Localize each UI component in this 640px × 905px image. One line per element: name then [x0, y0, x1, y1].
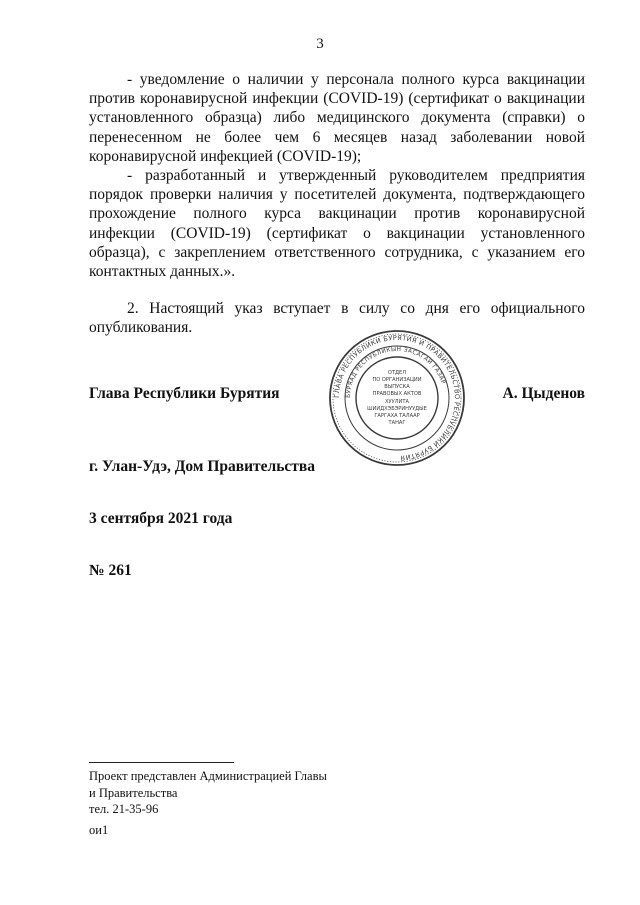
seal-center-line: ОТДЕЛ — [387, 370, 407, 376]
svg-text:ГЛАВА РЕСПУБЛИКИ БУРЯТИЯ И ПРА — [333, 334, 461, 462]
footnote-divider — [89, 762, 234, 763]
seal-center-line: ПО ОРГАНИЗАЦИИ — [372, 377, 422, 383]
paragraph-verification-procedure: - разработанный и утвержденный руководителем предприятия порядок проверки наличия у посетителей документа, подтверждающего прохождение полного курса вакцинации против коронавирусной инфекции (COVID-19) (сертификат о вакцинации установленного образца), с закреплением ответственного сотрудника, с указанием его контактных данных.». — [89, 167, 585, 281]
decree-body — [89, 70, 585, 338]
signatory-name: А. Цыденов — [502, 385, 585, 402]
document-code: ои1 — [89, 823, 109, 837]
signatory-position: Глава Республики Бурятия — [89, 385, 280, 402]
footnote-line: Проект представлен Администрацией Главы — [89, 769, 327, 783]
signing-date: 3 сентября 2021 года — [89, 510, 233, 527]
seal-center-line: ТАНАГ — [388, 420, 406, 426]
paragraph-entry-into-force: 2. Настоящий указ вступает в силу со дня его официального опубликования. — [89, 300, 585, 337]
signing-place: г. Улан-Удэ, Дом Правительства — [89, 458, 316, 475]
paragraph-notification: - уведомление о наличии у персонала полного курса вакцинации против коронавирусной инфекции (COVID-19) (сертификат о вакцинации установленного образца) либо медицинского документа (справки) о перенесенном не более чем 6 месяцев назад заболевании новой коронавирусной инфекцией (COVID-19); — [89, 71, 585, 165]
seal-inner-ring-text: БУРЯАД РЕСПУБЛИКЫН ЗАСАГАЙ ГАЗАР — [345, 346, 446, 399]
seal-center-line: ХУУЛИТА — [385, 399, 409, 405]
footnote-line: и Правительства — [89, 785, 178, 800]
decree-number: № 261 — [89, 562, 132, 579]
footnote-phone: тел. 21-35-96 — [89, 802, 159, 816]
seal-center-line: ГАРГАХА ТАЛААР — [374, 413, 420, 419]
seal-center-line: ВЫПУСКА — [384, 384, 410, 390]
seal-center-line: ШИИДХЭБЭРИНУУДЫЕ — [367, 406, 427, 412]
seal-center-line: ПРАВОВЫХ АКТОВ — [372, 391, 422, 397]
footnote — [89, 768, 327, 818]
official-seal-stamp — [327, 328, 467, 468]
seal-outer-ring-text: ГЛАВА РЕСПУБЛИКИ БУРЯТИЯ И ПРАВИТЕЛЬСТВО РЕСПУБЛИКИ БУРЯТИЯ — [332, 333, 462, 462]
page-number: 3 — [316, 36, 324, 52]
